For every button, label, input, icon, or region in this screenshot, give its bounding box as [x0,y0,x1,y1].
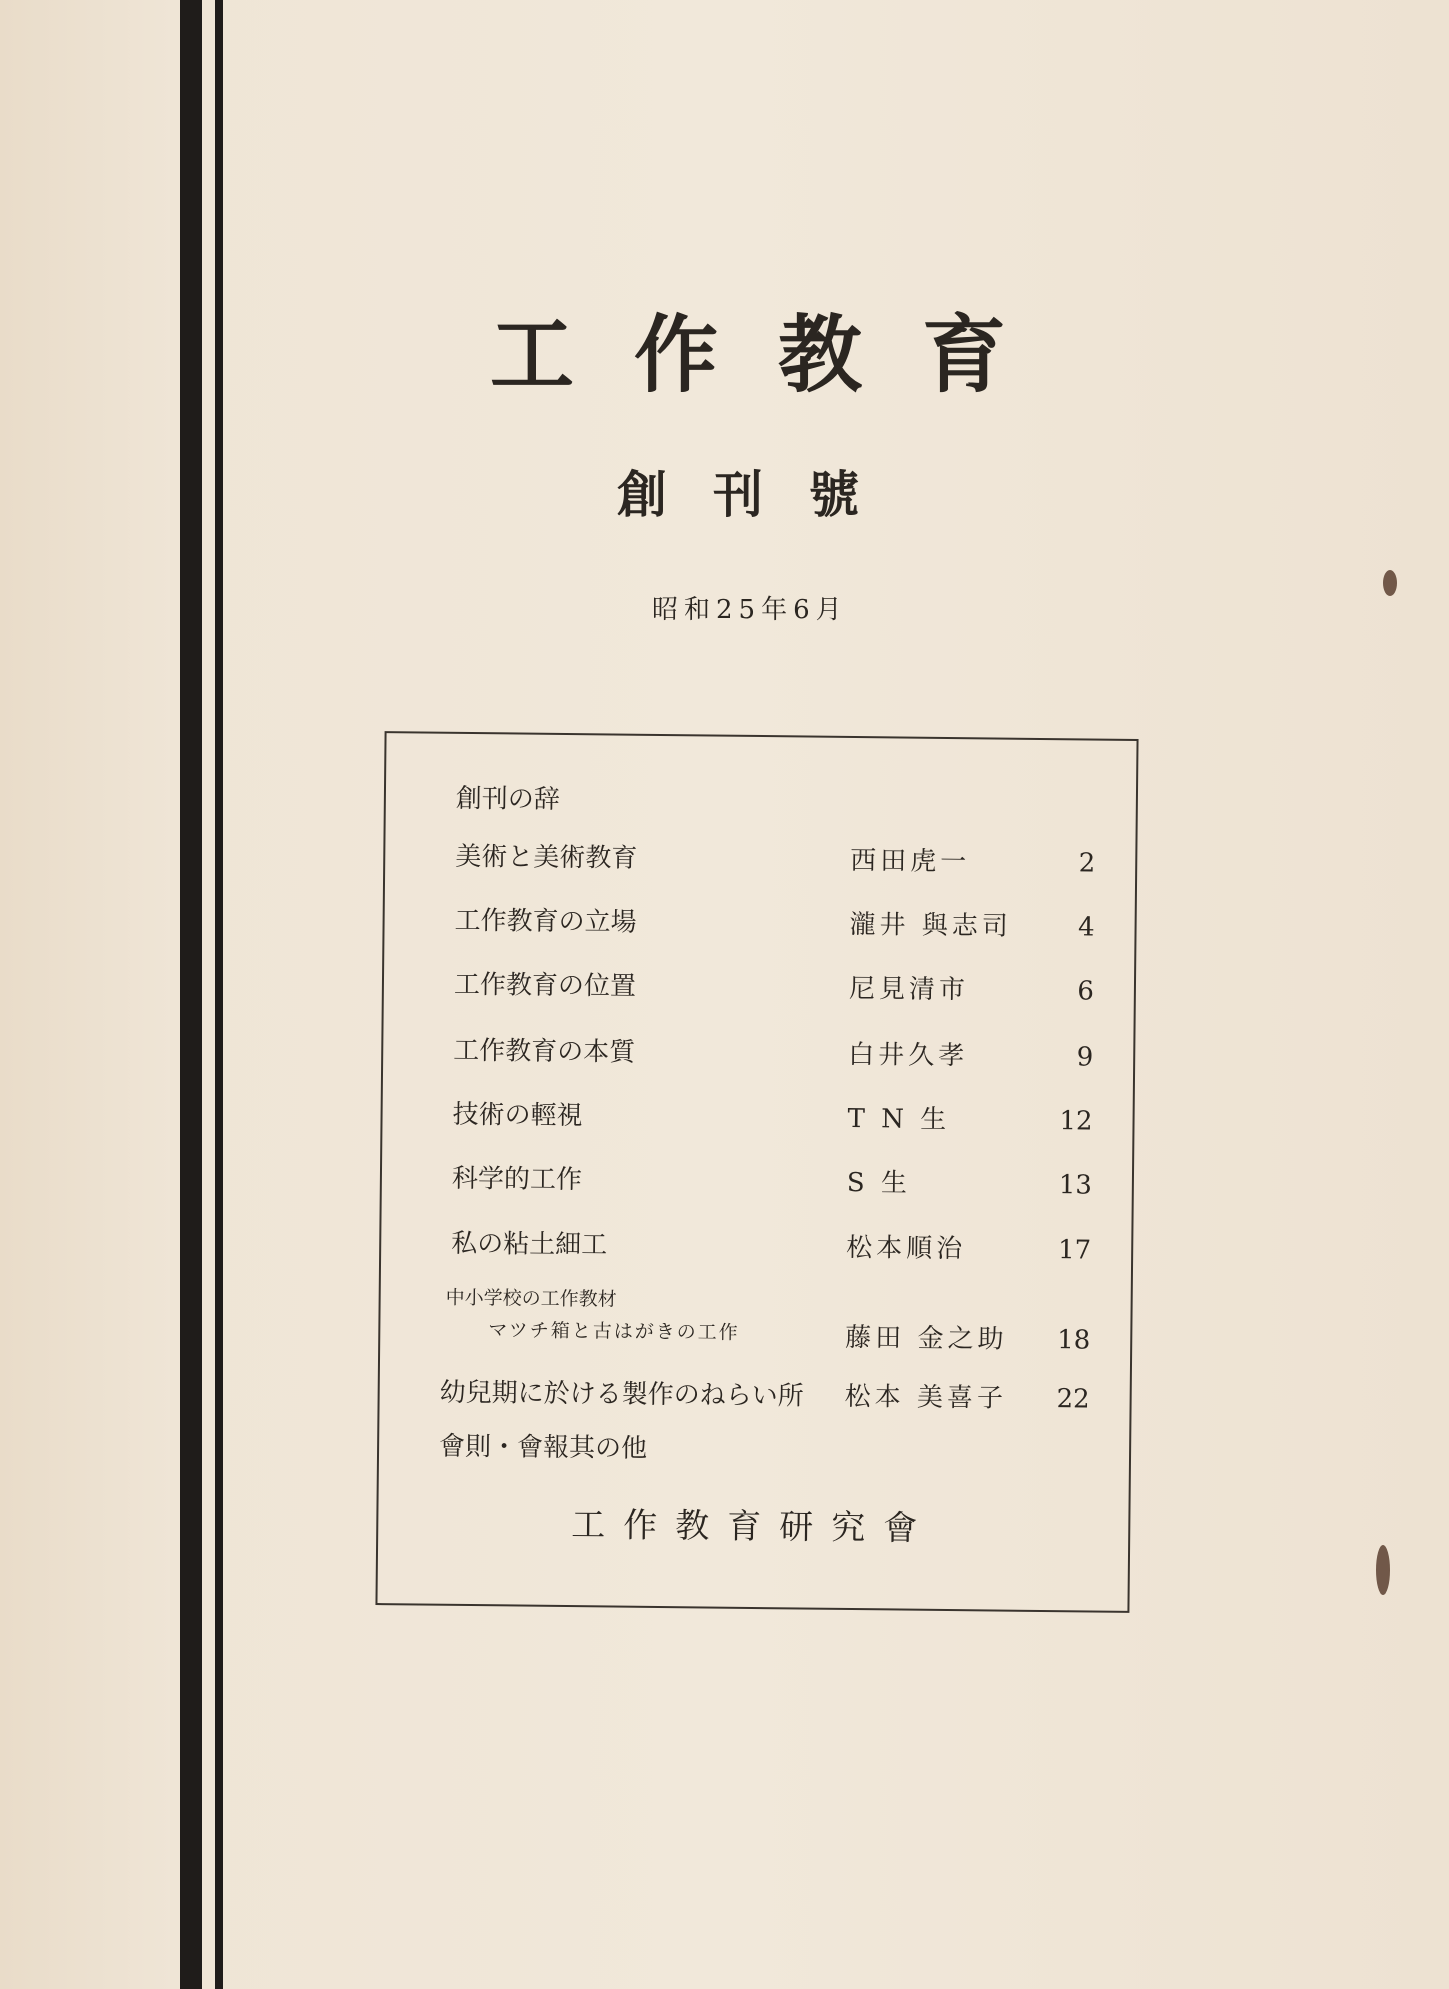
journal-title: 工作教育 [490,305,1067,404]
toc-entry-page: 22 [1056,1384,1090,1415]
toc-entry [386,773,1136,831]
toc-entry-author: 瀧井 與志司 [849,909,1013,942]
toc-entry [384,959,1134,1017]
table-of-contents [375,731,1138,1613]
paper-stain [1383,570,1397,596]
toc-entry-page: 9 [1076,1042,1094,1073]
toc-entry-author: 尼見清市 [848,973,970,1006]
toc-entry-title: 創刊の辞 [455,783,561,815]
issue-label: 創刊號 [617,465,905,524]
toc-entry-title: 美術と美術教育 [455,841,638,874]
toc-entry-author: 西田虎一 [850,845,971,878]
toc-entry-page: 13 [1058,1170,1093,1201]
toc-entry-subtitle: マツチ箱と古はがきの工作 [488,1319,740,1344]
toc-entry [382,1153,1132,1211]
toc-entry-title: 工作教育の位置 [453,969,637,1002]
toc-entry-title: 中小学校の工作教材 [445,1286,617,1311]
toc-entry-author: 松本順治 [846,1232,967,1265]
toc-entry-page: 2 [1078,848,1096,879]
toc-entry [385,831,1135,889]
publisher-name: 工作教育研究會 [571,1505,936,1549]
binding-rule-thin [215,0,223,1989]
issue-date: 昭和25年6月 [652,595,848,625]
toc-entry-title: 技術の輕視 [452,1099,583,1132]
toc-entry [383,1025,1133,1083]
toc-entry-title: 幼兒期に於ける製作のねらい所 [439,1377,804,1412]
toc-entry [384,895,1134,953]
toc-entry-author: T N 生 [847,1103,951,1136]
toc-entry-title: 會則・會報其の他 [438,1431,648,1464]
toc-entry-page: 6 [1077,976,1095,1007]
toc-entry-author: 松本 美喜子 [844,1381,1008,1414]
toc-entry-title: 科学的工作 [451,1163,583,1196]
toc-entry [382,1089,1132,1147]
toc-entry-page: 12 [1059,1106,1093,1137]
toc-entry-title: 工作教育の本質 [453,1035,636,1068]
toc-entry [379,1367,1129,1425]
toc-entry-title: 私の粘土細工 [451,1228,608,1261]
toc-entry [380,1278,1131,1362]
toc-entry-author: 白井久孝 [848,1039,969,1072]
toc-entry-page: 17 [1057,1235,1092,1266]
paper-stain [1376,1545,1390,1595]
toc-entry [379,1421,1129,1479]
binding-rule-thick [180,0,202,1989]
toc-entry-page: 18 [1057,1325,1091,1356]
toc-entry-author: S 生 [846,1167,912,1199]
toc-entry [381,1218,1131,1276]
toc-entry-page: 4 [1077,912,1095,943]
toc-entry-author: 藤田 金之助 [845,1322,1008,1355]
toc-entry-title: 工作教育の立場 [454,905,637,938]
